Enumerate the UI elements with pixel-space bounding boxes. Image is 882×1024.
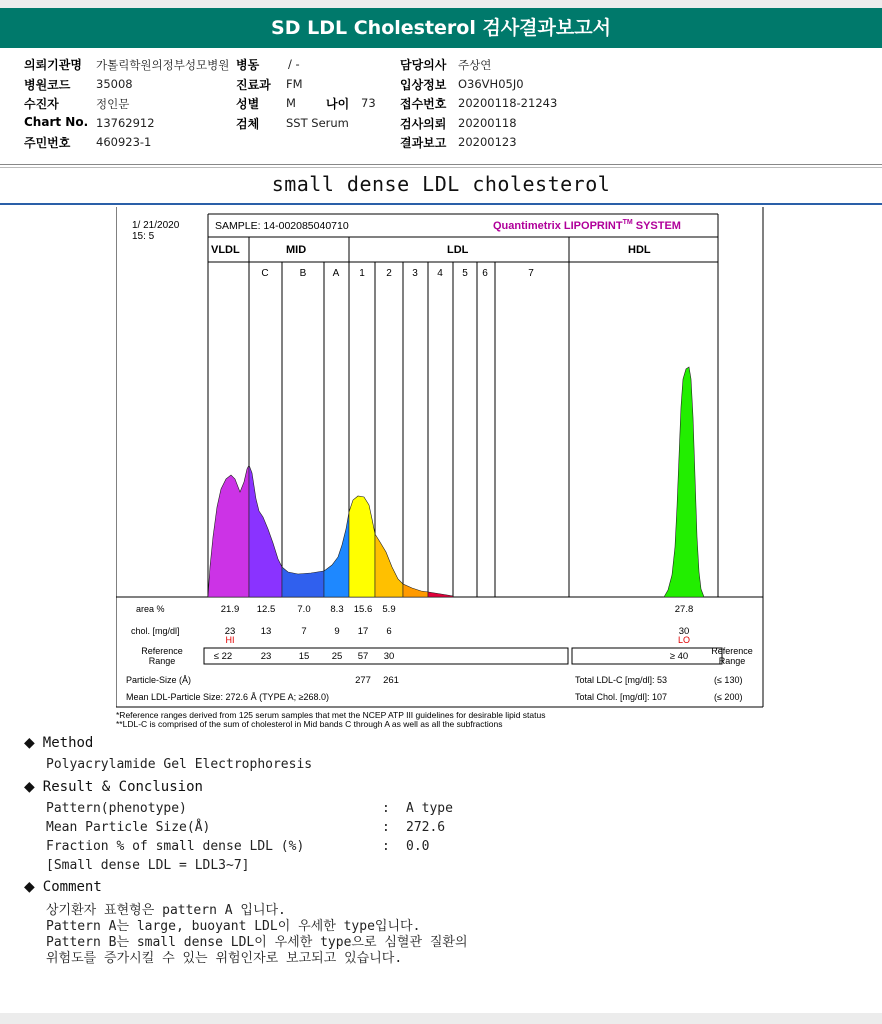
area-value: 12.5 (256, 604, 276, 615)
area-hdl-value: 27.8 (674, 604, 694, 615)
band-label: 3 (412, 268, 418, 279)
divider (0, 167, 882, 168)
age-label: 나이 (326, 97, 350, 111)
band-label: 4 (437, 268, 443, 279)
bottom-border (0, 1013, 882, 1024)
particle-size-value: 261 (383, 675, 399, 686)
divider (0, 164, 882, 165)
diamond-bullet-icon: ◆ (24, 735, 35, 751)
ref-value: 30 (383, 651, 395, 662)
area-value: 21.9 (220, 604, 240, 615)
area-value: 7.0 (297, 604, 311, 615)
area-value: 15.6 (353, 604, 373, 615)
ref-label-left: Reference (141, 646, 183, 656)
sex-value: M (286, 96, 296, 110)
code-label: 병원코드 (24, 78, 71, 92)
chol-value: 9 (334, 626, 340, 637)
ref-label-left-2: Range (148, 656, 176, 666)
lipoprint-svg (116, 207, 765, 729)
ref-value: ≤ 22 (213, 651, 233, 662)
ref-label-right-2: Range (718, 656, 746, 666)
result-sep: : (382, 801, 390, 816)
chart-no-label: Chart No. (24, 115, 89, 129)
result-title: Result & Conclusion (42, 779, 203, 795)
group-mid: MID (286, 244, 307, 256)
band-label: 5 (462, 268, 468, 279)
doctor-value: 주상연 (458, 58, 492, 72)
ref-value: 15 (298, 651, 310, 662)
method-heading (24, 735, 93, 751)
chart-time: 15: 5 (132, 231, 155, 242)
specimen-value: SST Serum (286, 116, 349, 130)
band-label: 6 (482, 268, 488, 279)
lipoprint-chart (116, 207, 765, 729)
band-label: 7 (528, 268, 534, 279)
dept-value: FM (286, 77, 303, 91)
flag-hi: HI (225, 635, 235, 645)
request-value: 20200118 (458, 116, 517, 130)
band-label: 2 (386, 268, 392, 279)
group-hdl: HDL (628, 244, 651, 256)
footnote: **LDL-C is comprised of the sum of cholesterol in Mid bands C through A as well as all the subfractions (116, 719, 503, 729)
specimen-label: 검체 (236, 117, 260, 131)
result-heading (24, 779, 203, 795)
result-sep: : (382, 839, 390, 854)
band-label: B (299, 268, 307, 279)
footnote: *Reference ranges derived from 125 serum samples that met the NCEP ATP III guidelines for desirable lipid status (116, 710, 546, 720)
receipt-value: 20200118-21243 (458, 96, 558, 110)
chol-value: 6 (386, 626, 392, 637)
comment-line: Pattern B는 small dense LDL이 우세한 type으로 심혈관 질환의 (46, 935, 468, 950)
comment-heading (24, 879, 102, 895)
chol-value: 17 (357, 626, 369, 637)
comment-line: 상기환자 표현형은 pattern A 입니다. (46, 903, 286, 918)
ref-label-right: Reference (711, 646, 753, 656)
group-ldl: LDL (447, 244, 469, 256)
report-date-label: 결과보고 (400, 136, 447, 150)
area-value: 8.3 (330, 604, 344, 615)
ward-label: 병동 (236, 58, 260, 72)
chart-date: 1/ 21/2020 (132, 220, 180, 231)
ward-info-value: O36VH05J0 (458, 77, 524, 91)
band-label: 1 (359, 268, 365, 279)
patient-value: 정인문 (96, 97, 130, 111)
brand-suffix: SYSTEM (632, 220, 681, 232)
ref-value: 57 (357, 651, 369, 662)
result-value: A type (406, 801, 453, 816)
dept-label: 진료과 (236, 78, 271, 92)
chol-value: 7 (301, 626, 307, 637)
id-label: 주민번호 (24, 136, 71, 150)
band-label: A (332, 268, 340, 279)
request-label: 검사의뢰 (400, 117, 447, 131)
result-label: Pattern(phenotype) (46, 801, 187, 816)
doctor-label: 담당의사 (400, 58, 447, 72)
chol-value: 23 (224, 626, 236, 637)
top-border (0, 0, 882, 8)
particle-size-value: 277 (355, 675, 371, 686)
age-value: 73 (361, 96, 376, 110)
chol-value: 13 (260, 626, 272, 637)
ref-value: 23 (260, 651, 272, 662)
receipt-label: 접수번호 (400, 97, 447, 111)
chol-label: chol. [mg/dl] (131, 626, 180, 636)
ref-hdl-value: ≥ 40 (669, 651, 689, 662)
section-divider (0, 203, 882, 205)
total-chol: Total Chol. [mg/dl]: 107 (575, 692, 668, 702)
code-value: 35008 (96, 77, 133, 91)
patient-label: 수진자 (24, 97, 59, 111)
id-value: 460923-1 (96, 135, 152, 149)
ref-value: 25 (331, 651, 343, 662)
total-ldl: Total LDL-C [mg/dl]: 53 (575, 675, 668, 685)
band-label: C (261, 268, 269, 279)
total-chol-ref: (≤ 200) (714, 692, 743, 702)
diamond-bullet-icon: ◆ (24, 779, 35, 795)
area-value: 5.9 (382, 604, 396, 615)
comment-title: Comment (42, 879, 102, 895)
hospital-label: 의뢰기관명 (24, 58, 82, 72)
sex-label: 성별 (236, 97, 260, 111)
particle-size-label: Particle-Size (Å) (126, 675, 192, 685)
result-value: 0.0 (406, 839, 430, 854)
report-date-value: 20200123 (458, 135, 517, 149)
total-ldl-ref: (≤ 130) (714, 675, 743, 685)
section-title: small dense LDL cholesterol (271, 172, 611, 196)
result-value: 272.6 (406, 820, 446, 835)
diamond-bullet-icon: ◆ (24, 879, 35, 895)
sample-id: SAMPLE: 14-002085040710 (215, 220, 349, 232)
ward-value: / - (288, 57, 300, 71)
result-label: Mean Particle Size(Å) (46, 820, 211, 835)
method-title: Method (42, 735, 94, 751)
brand-logo (493, 219, 681, 232)
comment-line: Pattern A는 large, buoyant LDL이 우세한 type입니다. (46, 919, 421, 934)
comment-line: 위험도를 증가시킬 수 있는 위험인자로 보고되고 있습니다. (46, 951, 403, 966)
report-title: SD LDL Cholesterol 검사결과보고서 (0, 8, 882, 48)
brand-tm: TM (622, 219, 633, 226)
flag-lo: LO (677, 635, 691, 645)
result-label: Fraction % of small dense LDL (%) (46, 839, 305, 854)
patient-info-block (0, 52, 882, 162)
chart-no-value: 13762912 (96, 116, 155, 130)
chol-hdl-value: 30 (678, 626, 690, 637)
mean-ldl-size: Mean LDL-Particle Size: 272.6 Å (TYPE A; ≥268.0) (126, 692, 330, 702)
method-text: Polyacrylamide Gel Electrophoresis (46, 757, 313, 772)
group-vldl: VLDL (211, 244, 240, 256)
result-sep: : (382, 820, 390, 835)
area-label: area % (136, 604, 165, 614)
result-note: [Small dense LDL = LDL3~7] (46, 858, 250, 873)
brand-name: Quantimetrix LIPOPRINT (493, 220, 623, 232)
ward-info-label: 입상정보 (400, 78, 447, 92)
hospital-value: 가톨릭학원의정부성모병원 (96, 58, 230, 72)
